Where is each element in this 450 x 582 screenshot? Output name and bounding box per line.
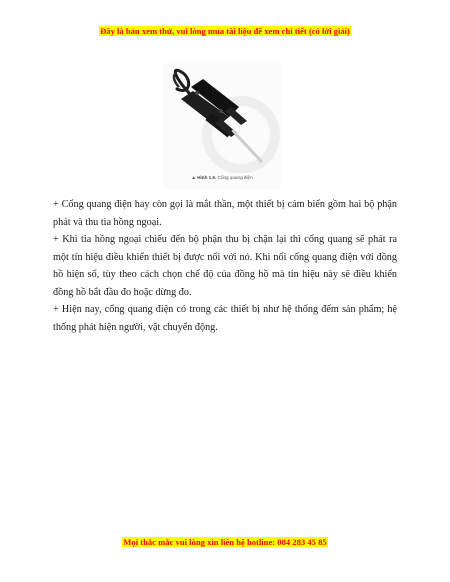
- figure-caption: [163, 175, 281, 180]
- hotline-banner: [0, 537, 450, 547]
- paragraph-applications: + Hiện nay, cổng quang điện có trong các thiết bị như hệ thống đếm sản phẩm; hệ thống phát hiện người, vật chuyển động.: [53, 304, 397, 333]
- paragraph-operation: + Khi tia hồng ngoại chiếu đến bộ phận thu bị chặn lại thì cổng quang sẽ phát ra một tín hiệu điều khiển thiết bị được nối với nó. Khi nối cổng quang điện với đồng hồ hiện số, tùy theo cách chọn chế độ của đồng hồ mà tín hiệu này sẽ điều khiển đồng hồ bắt đầu đo hoặc dừng đo.: [53, 234, 397, 298]
- photogate-image: [163, 63, 281, 173]
- preview-notice-text: Đây là bản xem thử, vui lòng mua tài liệu để xem chi tiết (có lời giải): [100, 26, 350, 36]
- hotline-text: Mọi thắc mắc vui lòng xin liên hệ hotline: 084 283 45 85: [123, 537, 327, 547]
- paragraph-definition: + Cổng quang điện hay còn gọi là mắt thần, một thiết bị cảm biến gồm hai bộ phận phát và thu tia hồng ngoại.: [53, 199, 397, 228]
- figure-caption-text: Cổng quang điện: [217, 175, 253, 180]
- preview-notice-banner: [0, 26, 450, 36]
- photogate-figure: [163, 63, 281, 189]
- body-text: [53, 196, 397, 336]
- figure-caption-label: ▲ Hình 1.6.: [191, 175, 217, 180]
